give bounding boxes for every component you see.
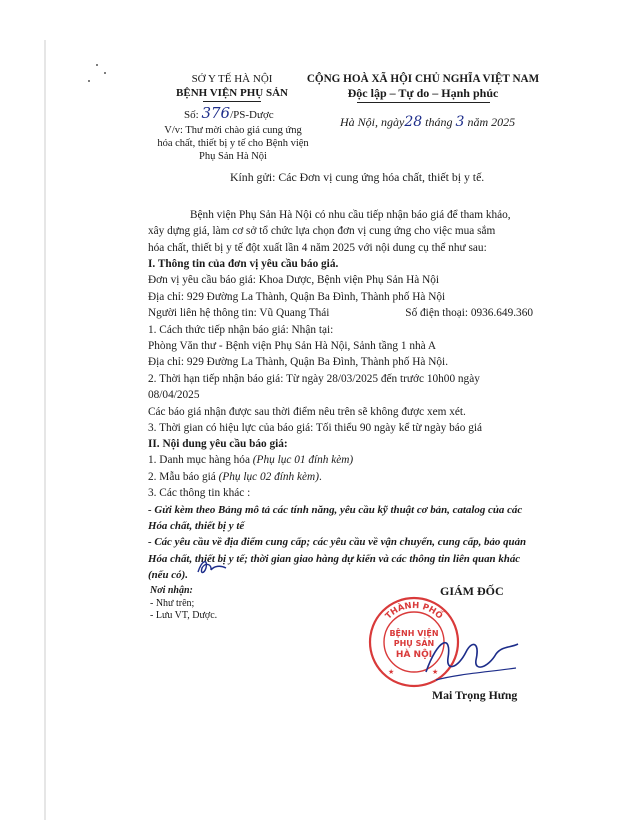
ministry-name: SỞ Y TẾ HÀ NỘI	[191, 73, 273, 85]
page-edge-shadow	[44, 40, 46, 820]
section-2: II. Nội dung yêu cầu báo giá: 1. Danh mục hàng hóa (Phụ lục 01 đính kèm) 2. Mẫu báo giá (Phụ lục 02 đính kèm). 3. Các thông tin khác : - Gửi kèm theo Bảng mô tả các tính năng, yêu cầu kỹ thuật cơ bản, catalog của các Hóa chất, thiết bị y tế - Các yêu cầu về địa điểm cung cấp; các yêu cầu về vận chuyển, cung cấp, bảo quản Hóa chất, thiết bị y tế; thời gian giao hàng dự kiến và các thông tin liên quan khác (nếu có).	[148, 436, 538, 584]
item-3: 3. Các thông tin khác :	[148, 487, 251, 500]
greeting: Kính gửi: Các Đơn vị cung ứng hóa chất, thiết bị y tế.	[230, 170, 485, 184]
svg-text:THÀNH PHỐ: THÀNH PHỐ	[383, 600, 445, 622]
section-1-title: I. Thông tin của đơn vị yêu cầu báo giá.	[148, 258, 339, 270]
contact-line: Người liên hệ thông tin: Vũ Quang Thái Số điện thoại: 0936.649.360	[148, 307, 533, 320]
header-left	[158, 72, 306, 100]
hospital-name: BỆNH VIỆN PHỤ SẢN	[176, 87, 288, 99]
svg-text:★: ★	[432, 668, 439, 676]
scan-speck	[88, 80, 90, 82]
section-2-title: II. Nội dung yêu cầu báo giá:	[148, 438, 288, 450]
recipients-title: Nơi nhận:	[150, 585, 193, 596]
svg-text:HÀ NỘI: HÀ NỘI	[395, 650, 433, 660]
recipients-block: Nơi nhận: - Như trên; - Lưu VT, Dược.	[150, 585, 218, 621]
item-1: 1. Danh mục hàng hóa (Phụ lục 01 đính kèm)	[148, 454, 354, 467]
document-number: Số: 376/PS-Dược	[184, 104, 274, 122]
signer-name: Mai Trọng Hưng	[432, 688, 518, 702]
scan-speck	[104, 72, 106, 74]
scan-speck	[96, 64, 98, 66]
document-number-handwritten: 376	[201, 104, 231, 122]
motto-rule	[357, 102, 490, 103]
subject-block: V/v: Thư mời chào giá cung ứng hóa chất, thiết bị y tế cho Bệnh viện Phụ Sản Hà Nội	[157, 125, 309, 162]
svg-text:BỆNH VIỆN: BỆNH VIỆN	[389, 629, 439, 638]
svg-text:★: ★	[388, 668, 395, 676]
svg-text:PHỤ SẢN: PHỤ SẢN	[393, 639, 435, 648]
initials-signature	[194, 556, 230, 578]
national-motto: Độc lập – Tự do – Hạnh phúc	[347, 86, 499, 100]
header-left-rule	[203, 101, 261, 102]
document-date: Hà Nội, ngày28 tháng 3 năm 2025	[340, 114, 516, 130]
national-title: CỘNG HOÀ XÃ HỘI CHỦ NGHĨA VIỆT NAM	[306, 73, 540, 85]
section-1: I. Thông tin của đơn vị yêu cầu báo giá. Đơn vị yêu cầu báo giá: Khoa Dược, Bệnh viện Phụ Sản Hà Nội Địa chỉ: 929 Đường La Thành, Quận Ba Đình, Thành phố Hà Nội Người liên hệ thông tin: Vũ Quang Thái Số điện thoại: 0936.649.360 1. Cách thức tiếp nhận báo giá: Nhận tại: Phòng Văn thư - Bệnh viện Phụ Sản Hà Nội, Sảnh tầng 1 nhà A Địa chỉ: 929 Đường La Thành, Quận Ba Đình, Thành phố Hà Nội. 2. Thời hạn tiếp nhận báo giá: Từ ngày 28/03/2025 đến trước 10h00 ngày 08/04/2025 Các báo giá nhận được sau thời điểm nêu trên sẽ không được xem xét. 3. Thời gian có hiệu lực của báo giá: Tối thiểu 90 ngày kể từ ngày báo giá	[148, 258, 533, 435]
signer-position: GIÁM ĐỐC	[440, 584, 504, 598]
item-2: 2. Mẫu báo giá (Phụ lục 02 đính kèm).	[148, 470, 322, 483]
intro-paragraph: Bệnh viện Phụ Sản Hà Nội có nhu cầu tiếp nhận báo giá để tham khảo, xây dựng giá, làm cơ sở tổ chức lựa chọn đơn vị cung ứng cho việc mua sắm hóa chất, thiết bị y tế đột xuất lần 4 năm 2025 với nội dung cụ thể như sau:	[148, 209, 511, 254]
director-signature	[418, 628, 528, 690]
